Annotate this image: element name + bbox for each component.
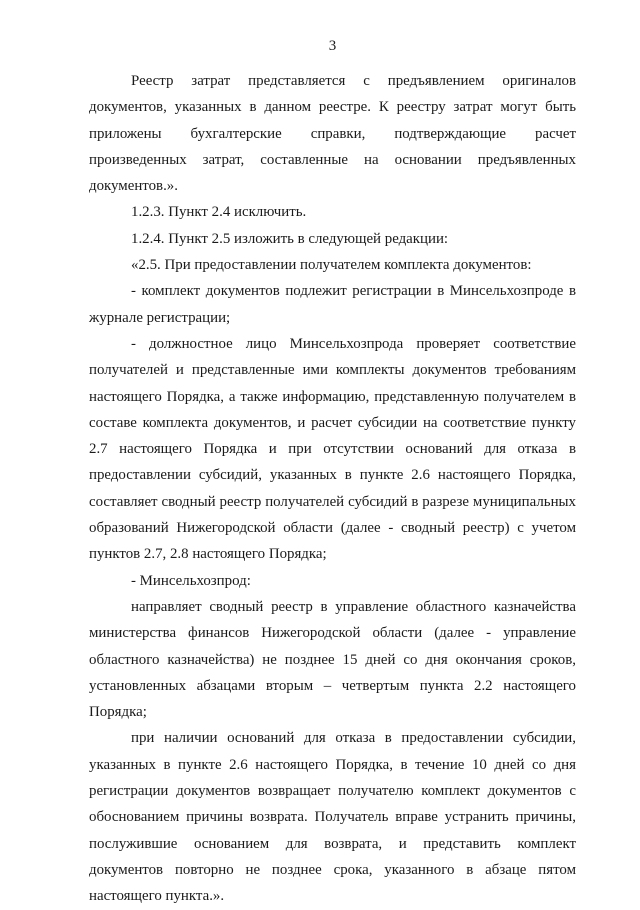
paragraph-1-2-4: 1.2.4. Пункт 2.5 изложить в следующей редакции: [131, 230, 449, 247]
page-number: 3 [328, 38, 337, 54]
paragraph-2-5-intro: «2.5. При предоставлении получателем комплекта документов: [131, 257, 532, 274]
paragraph-official-check: - должностное лицо Минсельхозпрода проверяет соответствие получателей и представленные ими комплекты документов требованиям настоящего Порядка, а также информацию, представленную получателем в составе комплекта документов, и расчет субсидии на соответствие пункту 2.7 настоящего Порядка и при отсутствии оснований для отказа в предоставлении субсидий, указанных в пункте 2.6 настоящего Порядка, составляет сводный реестр получателей субсидий в разрезе муниципальных образований Нижегородской области (далее - сводный реестр) с учетом пунктов 2.7, 2.8 настоящего Порядка; [89, 335, 576, 563]
paragraph-send-registry: направляет сводный реестр в управление областного казначейства министерства финансов Нижегородской области (далее - управление областного казначейства) не позднее 15 дней со дня окончания сроков, установленных абзацами вторым – четвертым пункта 2.2 настоящего Порядка; [89, 598, 576, 721]
paragraph-minselkhozprod: - Минсельхозпрод: [131, 572, 251, 589]
paragraph-registry-originals: Реестр затрат представляется с предъявлением оригиналов документов, указанных в данном реестре. К реестру затрат могут быть приложены бухгалтерские справки, подтверждающие расчет произведенных затрат, составленные на основании предъявленных документов.». [89, 73, 576, 195]
paragraph-1-2-3: 1.2.3. Пункт 2.4 исключить. [131, 204, 307, 221]
paragraph-registration: - комплект документов подлежит регистрации в Минсельхозпроде в журнале регистрации; [89, 283, 576, 326]
paragraph-refusal-return: при наличии оснований для отказа в предоставлении субсидии, указанных в пункте 2.6 настоящего Порядка, в течение 10 дней со дня регистрации документов возвращает получателю комплект документов с обоснованием причины возврата. Получатель вправе устранить причины, послужившие основанием для возврата, и представить комплект документов повторно не позднее срока, указанного в абзаце пятом настоящего пункта.». [89, 730, 576, 905]
document-body [89, 68, 576, 910]
